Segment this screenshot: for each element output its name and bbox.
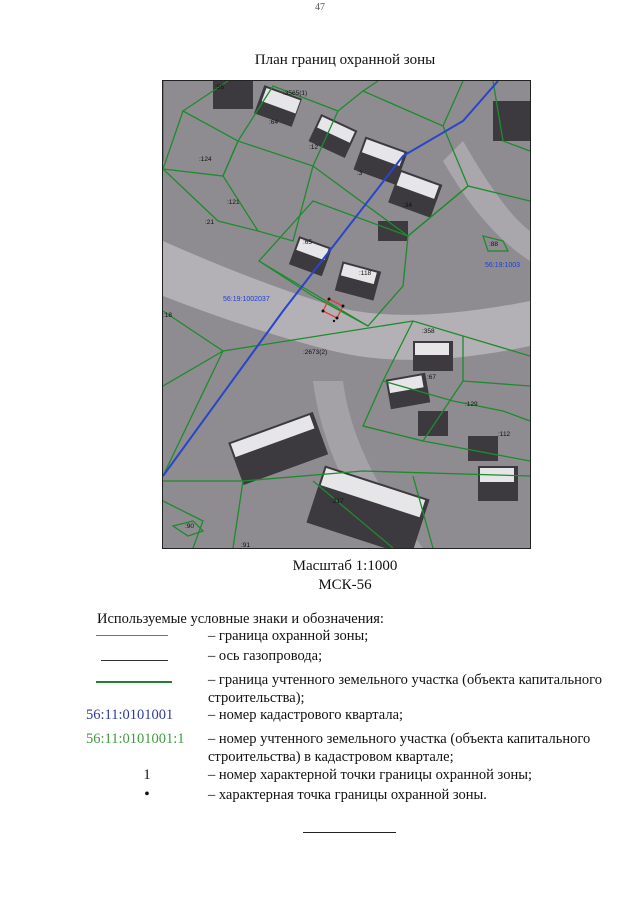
legend-desc: – граница охранной зоны;: [208, 628, 369, 644]
parcel-label: :21: [205, 219, 215, 226]
page-number: 47: [315, 2, 325, 13]
point-number-sample: 1: [143, 767, 151, 783]
parcel-label: :217: [331, 498, 344, 505]
quarter-label: 56:19:1002037: [223, 296, 270, 303]
parcel-label: :118: [359, 270, 372, 277]
parcel-label: :12: [309, 144, 319, 151]
legend-title: Используемые условные знаки и обозначения:: [97, 611, 384, 627]
legend-desc: – номер учтенного земельного участка (объекта капитального строительства) в кадастровом квартале;: [208, 731, 591, 765]
parcel-label: :67: [427, 374, 437, 381]
legend-desc: – ось газопровода;: [208, 648, 323, 664]
dark-line-icon: [85, 647, 209, 665]
parcel-label: :18: [163, 312, 173, 319]
green-line-icon: [85, 671, 209, 689]
quarter-number-sample: 56:11:0101001: [86, 707, 174, 723]
parcel-label: :3565(1): [283, 90, 308, 97]
parcel-label: :65: [303, 239, 313, 246]
parcel-label: :358: [422, 328, 435, 335]
legend-desc: – характерная точка границы охранной зоны.: [208, 787, 487, 803]
parcel-label: :56: [215, 84, 225, 91]
parcel-label: :34: [403, 202, 413, 209]
legend-desc: – граница учтенного земельного участка (объекта капитального строительства);: [208, 672, 602, 706]
parcel-label: :3: [357, 170, 363, 177]
quarter-label: 56:19:1003: [485, 262, 521, 269]
crs-text: МСК-56: [318, 577, 372, 593]
red-line-icon: [85, 627, 209, 645]
parcel-label: :121: [227, 199, 240, 206]
parcel-label: :2673(2): [303, 349, 328, 356]
map-image: [162, 80, 531, 549]
legend-desc: – номер кадастрового квартала;: [208, 707, 404, 723]
plan-title: План границ охранной зоны: [254, 52, 436, 68]
parcel-label: :124: [199, 156, 212, 163]
parcel-label: :64: [269, 119, 279, 126]
parcel-label: :129: [465, 401, 478, 408]
scale-text: Масштаб 1:1000: [292, 558, 398, 574]
parcel-label: :112: [498, 431, 511, 438]
parcel-number-sample: 56:11:0101001:1: [86, 731, 185, 747]
footer-rule: [303, 832, 396, 833]
point-dot-icon: •: [144, 787, 150, 802]
scale-block: [0, 557, 640, 595]
parcel-label: :90: [185, 523, 195, 530]
parcel-label: :88: [489, 241, 499, 248]
parcel-label: :91: [241, 542, 251, 548]
map-svg: [163, 81, 530, 548]
legend-desc: – номер характерной точки границы охранной зоны;: [208, 767, 532, 783]
